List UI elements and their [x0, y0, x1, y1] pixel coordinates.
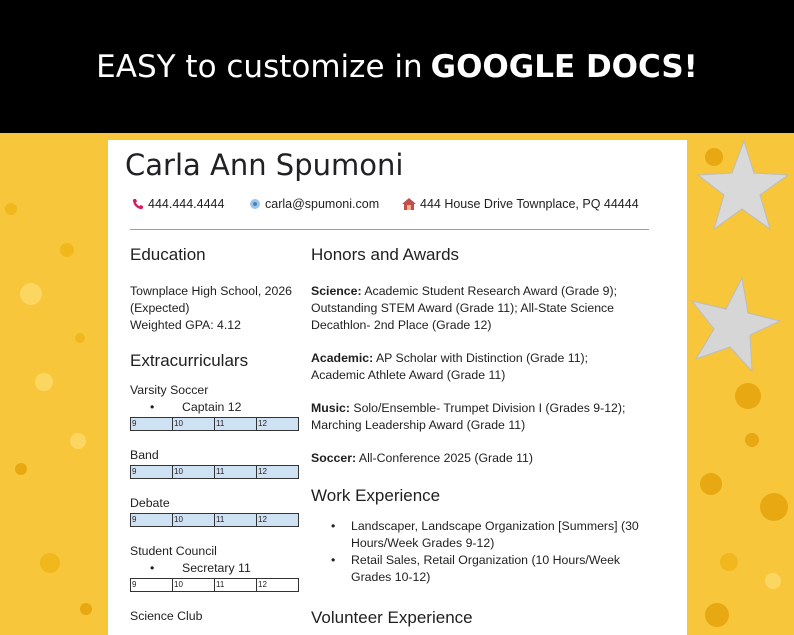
left-column [130, 245, 305, 625]
contact-email [249, 197, 379, 211]
address-text: 444 House Drive Townplace, PQ 44444 [420, 197, 639, 211]
work-heading: Work Experience [311, 486, 441, 505]
honor-science: Science: Academic Student Research Award (Grade 9); [311, 284, 618, 298]
education-school: Townplace High School, 2026 [130, 284, 293, 298]
phone-text: 444.444.4444 [148, 197, 225, 211]
education-heading: Education [130, 245, 206, 264]
honor-music-line: Marching Leadership Award (Grade 11) [311, 418, 526, 432]
promo-banner [0, 0, 794, 133]
work-item-line: Hours/Week Grades 9-12) [351, 536, 495, 550]
honor-music: Music: Solo/Ensemble- Trumpet Division I (Grades 9-12); [311, 401, 626, 415]
star-decoration-icon [692, 133, 792, 253]
banner-bold-text: GOOGLE DOCS! [430, 48, 698, 85]
work-item-line: Grades 10-12) [351, 570, 431, 584]
activity-role: • Captain 12 [130, 399, 305, 416]
star-decoration-icon [682, 273, 782, 393]
phone-icon [132, 198, 144, 210]
activity-name: Band [130, 448, 159, 462]
activity-name: Varsity Soccer [130, 383, 209, 397]
honor-soccer: Soccer: All-Conference 2025 (Grade 11) [311, 451, 533, 465]
honors-heading: Honors and Awards [311, 245, 460, 264]
banner-text: EASY to customize in [96, 48, 423, 85]
grade-bar: 9 10 11 12 [130, 465, 299, 479]
honor-academic-line: Academic Athlete Award (Grade 11) [311, 368, 506, 382]
house-icon [402, 198, 416, 210]
education-gpa: Weighted GPA: 4.12 [130, 318, 241, 332]
header-divider [130, 229, 649, 230]
activity-name: Debate [130, 496, 170, 510]
contact-address [402, 197, 639, 211]
resume-name: Carla Ann Spumoni [125, 148, 404, 182]
activity-role: • Secretary 11 [130, 560, 305, 577]
education-expected: (Expected) [130, 301, 190, 315]
work-item: • Landscaper, Landscape Organization [Summers] (30 [311, 518, 656, 535]
right-column [311, 245, 656, 628]
honor-science-line: Decathlon- 2nd Place (Grade 12) [311, 318, 492, 332]
grade-bar: 9 10 11 12 [130, 578, 299, 592]
work-item: • Retail Sales, Retail Organization (10 Hours/Week [311, 552, 656, 569]
contact-phone [132, 197, 224, 211]
volunteer-heading: Volunteer Experience [311, 608, 473, 627]
honor-science-line: Outstanding STEM Award (Grade 11); All-State Science [311, 301, 615, 315]
email-text[interactable]: carla@spumoni.com [265, 197, 380, 211]
grade-bar: 9 10 11 12 [130, 417, 299, 431]
honor-academic: Academic: AP Scholar with Distinction (Grade 11); [311, 351, 589, 365]
activity-name: Student Council [130, 544, 217, 558]
activity-name: Science Club [130, 609, 203, 623]
resume-document [108, 140, 687, 635]
email-icon [249, 198, 261, 210]
grade-bar: 9 10 11 12 [130, 513, 299, 527]
extracurriculars-heading: Extracurriculars [130, 351, 249, 370]
